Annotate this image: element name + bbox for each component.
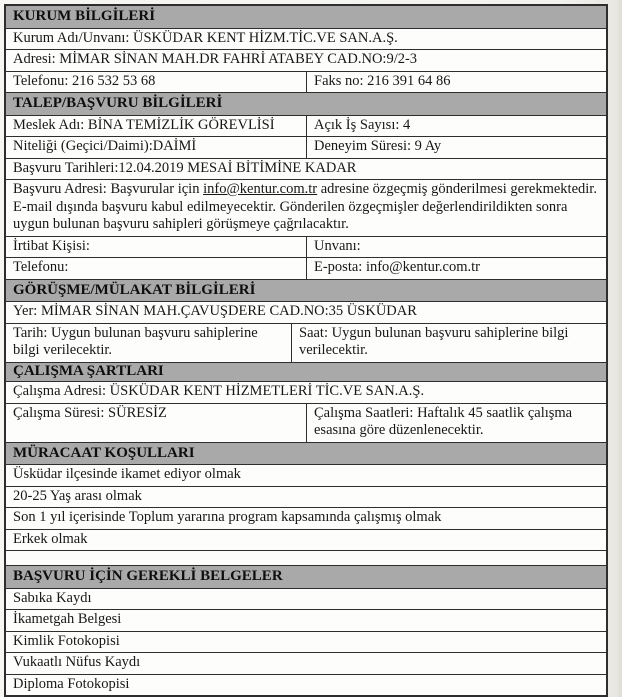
row-belge-diploma: Diploma Fotokopisi [6,674,606,696]
job-posting-table [4,4,608,697]
row-kosul-ikamet: Üsküdar ilçesinde ikamet ediyor olmak [13,466,241,482]
basvuru-adresi-text-after: adresine özgeçmiş gönderilmesi gerekmektedir. E-mail dışında başvuru kabul edilmeyecektir. Gönderilen özgeçmişler değerlendirildikten sonra uygun bulunan başvuru sahipleri görüşmeye çağrılacaktır. [13,181,597,232]
section-header-kurum-bilgileri: KURUM BİLGİLERİ [6,6,606,29]
cell-irtibat-kisisi: İrtibat Kişisi: [13,237,90,254]
section-header-gorusme-mulakat-bilgileri: GÖRÜŞME/MÜLAKAT BİLGİLERİ [6,279,606,303]
row-belge-kimlik: Kimlik Fotokopisi [6,631,606,653]
cell-meslek-adi: Meslek Adı: BİNA TEMİZLİK GÖREVLİSİ [13,116,275,133]
row-belge-ikametgah: İkametgah Belgesi [6,609,606,631]
cell-deneyim-suresi: Deneyim Süresi: 9 Ay [306,137,606,158]
row-basvuru-adresi [6,179,606,236]
row-belge-sabika-kaydi: Sabıka Kaydı [13,589,92,606]
cell-saat: Saat: Uygun bulunan başvuru sahiplerine bilgi verilecektir. [291,324,606,362]
basvuru-adresi-text-before: Başvuru Adresi: Başvurular için [13,181,204,197]
section-header-talep-basvuru-bilgileri: TALEP/BAŞVURU BİLGİLERİ [6,92,606,116]
cell-telefonu-2: Telefonu: [13,259,69,275]
cell-acik-is-sayisi: Açık İş Sayısı: 4 [306,116,606,137]
cell-telefonu: Telefonu: 216 532 53 68 [13,72,156,89]
row-irtibat-unvani [6,236,606,258]
cell-unvani: Unvanı: [306,237,606,258]
row-meslek-adi-acik-is [6,116,606,137]
section-header-muracaat-kosullari: MÜRACAAT KOŞULLARI [6,442,606,466]
row-kosul-toplum-yararina: Son 1 yıl içerisinde Toplum yararına program kapsamında çalışmış olmak [6,507,606,529]
row-basvuru-tarihleri: Başvuru Tarihleri:12.04.2019 MESAİ BİTİMİNE KADAR [6,158,606,180]
cell-niteligi: Niteliği (Geçici/Daimi):DAİMİ [13,138,197,154]
cell-calisma-suresi: Çalışma Süresi: SÜRESİZ [13,404,167,421]
row-telefonu-eposta [6,257,606,279]
row-tarih-saat [6,323,606,362]
email-link[interactable]: info@kentur.com.tr [203,181,318,197]
row-calisma-adresi: Çalışma Adresi: ÜSKÜDAR KENT HİZMETLERİ TİC.VE SAN.A.Ş. [13,383,425,399]
section-header-gerekli-belgeler: BAŞVURU İÇİN GEREKLİ BELGELER [6,565,606,589]
row-belge-nufus-kaydi: Vukaatlı Nüfus Kaydı [6,652,606,674]
row-empty [6,550,606,565]
row-kosul-erkek: Erkek olmak [6,529,606,551]
row-telefonu-faks [6,71,606,93]
cell-calisma-saatleri: Çalışma Saatleri: Haftalık 45 saatlik çalışma esasına göre düzenlenecektir. [306,404,606,442]
cell-eposta: E-posta: info@kentur.com.tr [306,258,606,279]
row-niteligi-deneyim [6,136,606,158]
cell-tarih: Tarih: Uygun bulunan başvuru sahiplerine bilgi verilecektir. [13,324,258,358]
row-kurum-adi-unvani: Kurum Adı/Unvanı: ÜSKÜDAR KENT HİZM.TİC.VE SAN.A.Ş. [13,29,398,46]
row-kosul-yas: 20-25 Yaş arası olmak [6,486,606,508]
section-header-calisma-sartlari: ÇALIŞMA ŞARTLARI [6,362,606,383]
row-calisma-suresi-saatleri [6,403,606,442]
row-adresi: Adresi: MİMAR SİNAN MAH.DR FAHRİ ATABEY CAD.NO:9/2-3 [6,49,606,71]
cell-faks-no: Faks no: 216 391 64 86 [306,72,606,93]
row-yer: Yer: MİMAR SİNAN MAH.ÇAVUŞDERE CAD.NO:35 ÜSKÜDAR [13,303,417,319]
